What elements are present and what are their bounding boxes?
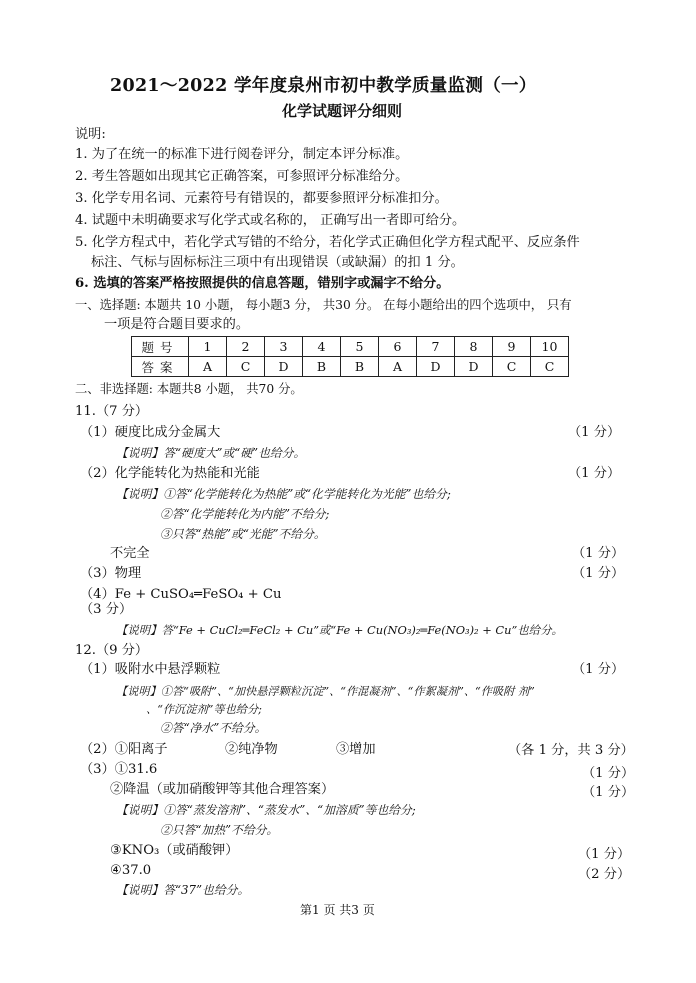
q12-part3-d-score: （2 分） — [578, 867, 631, 882]
q12-part3-answer-b: ②降温（或加硝酸钾等其他合理答案） — [110, 782, 335, 797]
answer-9: C — [493, 357, 531, 377]
q12-part3-a-score: （1 分） — [582, 766, 635, 781]
q12-part3-note-1: 【说明】①答“蒸发溶剂”、“蒸发水”、“加溶质”等也给分; — [116, 803, 416, 817]
question-number-3: 3 — [265, 337, 303, 357]
q11-part2b-score: （1 分） — [572, 546, 625, 561]
section1-line1: 一、选择题: 本题共 10 小题， 每小题3 分， 共30 分。 在每小题给出的四个选项中， 只有 — [75, 298, 572, 312]
section1-line2: 一项是符合题目要求的。 — [104, 317, 250, 332]
answer-3: D — [265, 357, 303, 377]
q11-part4-score: （3 分） — [80, 602, 133, 617]
page-subtitle: 化学试题评分细则 — [282, 102, 403, 120]
intro-item-2: 2. 考生答题如出现其它正确答案，可参照评分标准给分。 — [75, 169, 409, 184]
q12-part1-note-2: ②答“净水”不给分。 — [160, 721, 267, 735]
intro-item-1: 1. 为了在统一的标准下进行阅卷评分，制定本评分标准。 — [75, 147, 409, 162]
q11-part1-note: 【说明】答“硬度大”或“硬”也给分。 — [116, 446, 306, 460]
q12-part1-answer: （1）吸附水中悬浮颗粒 — [80, 662, 221, 677]
intro-item-4: 4. 试题中未明确要求写化学式或名称的， 正确写出一者即可给分。 — [75, 213, 466, 228]
q12-part3-c-score: （1 分） — [578, 847, 631, 862]
q12-part3-note-2: ②只答“加热”不给分。 — [160, 823, 279, 837]
q12-part3-answer-d: ④37.0 — [110, 863, 152, 878]
answer-5: B — [341, 357, 379, 377]
q11-part1-score: （1 分） — [568, 425, 621, 440]
section2-line: 二、非选择题: 本题共8 小题， 共70 分。 — [75, 382, 303, 396]
answer-10: C — [531, 357, 569, 377]
q12-part1-note-1: 【说明】①答“吸附”、“加快悬浮颗粒沉淀”、“作混凝剂”、“作絮凝剂”、“作吸附 剂” — [116, 685, 535, 698]
answer-7: D — [417, 357, 455, 377]
question-number-2: 2 — [227, 337, 265, 357]
q12-part3-answer-c: ③KNO₃（或硝酸钾） — [110, 843, 239, 858]
q11-part2-note-1: 【说明】①答“化学能转化为热能”或“化学能转化为光能”也给分; — [116, 487, 451, 501]
intro-item-5-cont: 标注、气标与固标标注三项中有出现错误（或缺漏）的扣 1 分。 — [91, 255, 464, 270]
q12-part2-score: （各 1 分，共 3 分） — [508, 743, 634, 758]
question-number-4: 4 — [303, 337, 341, 357]
q12-part2-answer-c: ③增加 — [336, 742, 376, 757]
answer-6: A — [379, 357, 417, 377]
question-number-9: 9 — [493, 337, 531, 357]
answer-2: C — [227, 357, 265, 377]
q12-part1-note-1b: 、“作沉淀剂”等也给分; — [146, 703, 262, 716]
answer-table-number-row — [132, 337, 569, 357]
question-number-8: 8 — [455, 337, 493, 357]
question-number-10: 10 — [531, 337, 569, 357]
intro-label: 说明: — [75, 127, 106, 142]
q11-part2-note-2: ②答“化学能转化为内能”不给分; — [160, 507, 330, 521]
answer-1: A — [189, 357, 227, 377]
answer-table-header-label: 题号 — [132, 337, 189, 357]
q12-part1-score: （1 分） — [572, 662, 625, 677]
q12-part3-note-3: 【说明】答“37”也给分。 — [116, 883, 250, 897]
q12-heading: 12.（9 分） — [75, 643, 149, 658]
answer-table-answer-label: 答案 — [132, 357, 189, 377]
q11-part2-answer: （2）化学能转化为热能和光能 — [80, 466, 260, 481]
q12-part2-answer-a: （2）①阳离子 — [80, 742, 168, 757]
question-number-1: 1 — [189, 337, 227, 357]
q11-part1-answer: （1）硬度比成分金属大 — [80, 425, 221, 440]
question-number-6: 6 — [379, 337, 417, 357]
q12-part3-answer-a: （3）①31.6 — [80, 762, 158, 777]
q11-part4-note: 【说明】答“Fe + CuCl₂═FeCl₂ + Cu”或“Fe + Cu(NO₃)₂═Fe(NO₃)₂ + Cu”也给分。 — [116, 623, 563, 637]
q11-part2-note-3: ③只答“热能”或“光能”不给分。 — [160, 527, 326, 541]
question-number-5: 5 — [341, 337, 379, 357]
intro-item-3: 3. 化学专用名词、元素符号有错误的，都要参照评分标准扣分。 — [75, 191, 448, 206]
intro-item-5: 5. 化学方程式中，若化学式写错的不给分，若化学式正确但化学方程式配平、反应条件 — [75, 235, 580, 250]
page-title: 2021～2022 学年度泉州市初中教学质量监测（一） — [110, 76, 537, 96]
intro-item-6: 6. 选填的答案严格按照提供的信息答题，错别字或漏字不给分。 — [75, 276, 450, 291]
q11-part3-answer: （3）物理 — [80, 566, 142, 581]
q11-part4-answer: （4）Fe + CuSO₄═FeSO₄ + Cu — [80, 587, 282, 602]
q12-part2-answer-b: ②纯净物 — [225, 742, 278, 757]
q11-heading: 11.（7 分） — [75, 404, 149, 419]
page-footer: 第1 页 共3 页 — [300, 903, 375, 917]
answer-table — [131, 336, 569, 377]
answer-8: D — [455, 357, 493, 377]
q12-part3-b-score: （1 分） — [582, 785, 635, 800]
answer-4: B — [303, 357, 341, 377]
q11-part2-score: （1 分） — [568, 466, 621, 481]
question-number-7: 7 — [417, 337, 455, 357]
q11-part3-score: （1 分） — [572, 566, 625, 581]
q11-part2b-answer: 不完全 — [110, 546, 150, 561]
answer-table-answer-row — [132, 357, 569, 377]
